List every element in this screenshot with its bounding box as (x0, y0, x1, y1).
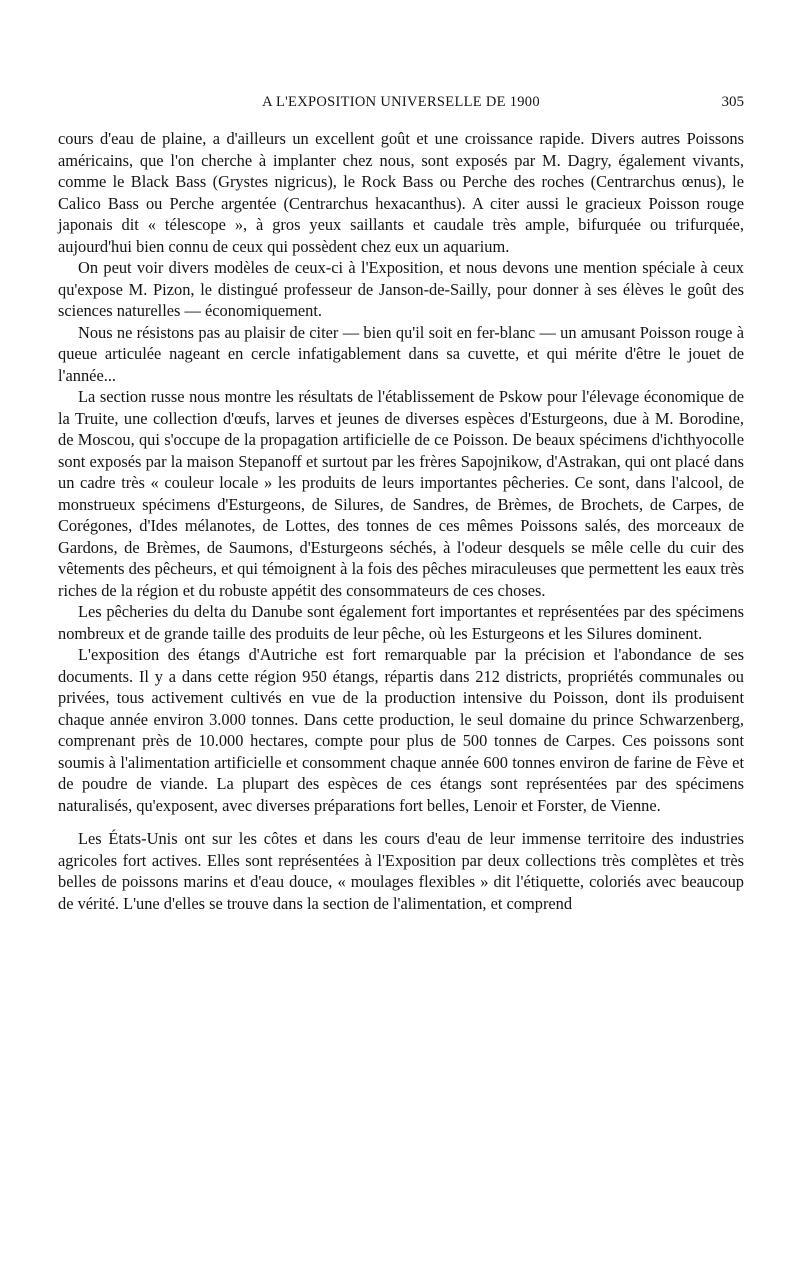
paragraph-austrian-ponds: L'exposition des étangs d'Autriche est fort remarquable par la précision et l'abondance de ses documents. Il y a dans cette région 950 étangs, répartis dans 212 districts, propriétés communales ou privées, tous activement cultivés en vue de la production intensive du Poisson, dont ils produisent chaque année environ 3.000 tonnes. Dans cette production, le seul domaine du prince Schwarzenberg, comprenant près de 10.000 hectares, compte pour plus de 500 tonnes de Carpes. Ces poissons sont soumis à l'alimentation artificielle et consomment chaque année 600 tonnes environ de farine de Fève et de poudre de viande. La plupart des espèces de ces étangs sont représentées par des spécimens naturalisés, qu'exposent, avec diverses préparations fort belles, Lenoir et Forster, de Vienne. (58, 645, 744, 815)
paragraph-danube-delta: Les pêcheries du delta du Danube sont également fort importantes et représentées par des spécimens nombreux et de grande taille des produits de leur pêche, où les Esturgeons et les Silures dominent. (58, 602, 744, 643)
page-header (58, 94, 744, 116)
paragraph-united-states: Les États-Unis ont sur les côtes et dans les cours d'eau de leur immense territoire des industries agricoles fort actives. Elles sont représentées à l'Exposition par deux collections très complètes et très belles de poissons marins et d'eau douce, « moulages flexibles » dit l'étiquette, coloriés avec beaucoup de vérité. L'une d'elles se trouve dans la section de l'alimentation, et comprend (58, 829, 744, 913)
paragraph-tin-fish: Nous ne résistons pas au plaisir de citer — bien qu'il soit en fer-blanc — un amusant Poisson rouge à queue articulée nageant en cercle infatigablement dans sa cuvette, et qui mérite d'être le jouet de l'année... (58, 322, 744, 385)
paragraph-russian-section: La section russe nous montre les résultats de l'établissement de Pskow pour l'élevage économique de la Truite, une collection d'œufs, larves et jeunes de diverses espèces d'Esturgeons, due à M. Borodine, de Moscou, qui s'occupe de la propagation artificielle de ce Poisson. De beaux spécimens d'ichthyocolle sont exposés par la maison Stepanoff et surtout par les frères Sapojnikow, d'Astrakan, qui ont placé dans un cadre très « couleur locale » les produits de leurs importantes pêcheries. Ce sont, dans l'alcool, de monstrueux spécimens d'Esturgeons, de Silures, de Sandres, de Brèmes, de Brochets, de Carpes, de Corégones, d'Ides mélanotes, de Lottes, des tonnes de ces mêmes Poissons salés, des morceaux de Gardons, de Brèmes, de Saumons, d'Esturgeons séchés, à l'odeur desquels se mêle celle du cuir des vêtements des pêcheurs, et qui témoignent à la fois des pêches miraculeuses que permettent les eaux très riches de la région et du robuste appétit des consommateurs de ces choses. (58, 387, 744, 600)
page-number: 305 (721, 94, 744, 110)
paragraph-pizon-models: On peut voir divers modèles de ceux-ci à l'Exposition, et nous devons une mention spéciale à ceux qu'expose M. Pizon, le distingué professeur de Janson-de-Sailly, pour donner à ses élèves le goût des sciences naturelles — économiquement. (58, 258, 744, 320)
paragraph-continuation: cours d'eau de plaine, a d'ailleurs un excellent goût et une croissance rapide. Divers autres Poissons américains, que l'on cherche à implanter chez nous, sont exposés par M. Dagry, également vivants, comme le Black Bass (Grystes nigricus), le Rock Bass ou Perche des roches (Centrarchus œnus), le Calico Bass ou Perche argentée (Centrarchus hexacanthus). A citer aussi le gracieux Poisson rouge japonais dit « télescope », à gros yeux saillants et caudale très ample, bifurquée ou trifurquée, aujourd'hui bien connu de ceux qui possèdent chez eux un aquarium. (58, 129, 744, 256)
running-title: A L'EXPOSITION UNIVERSELLE DE 1900 (262, 94, 540, 110)
body-text (58, 128, 744, 914)
